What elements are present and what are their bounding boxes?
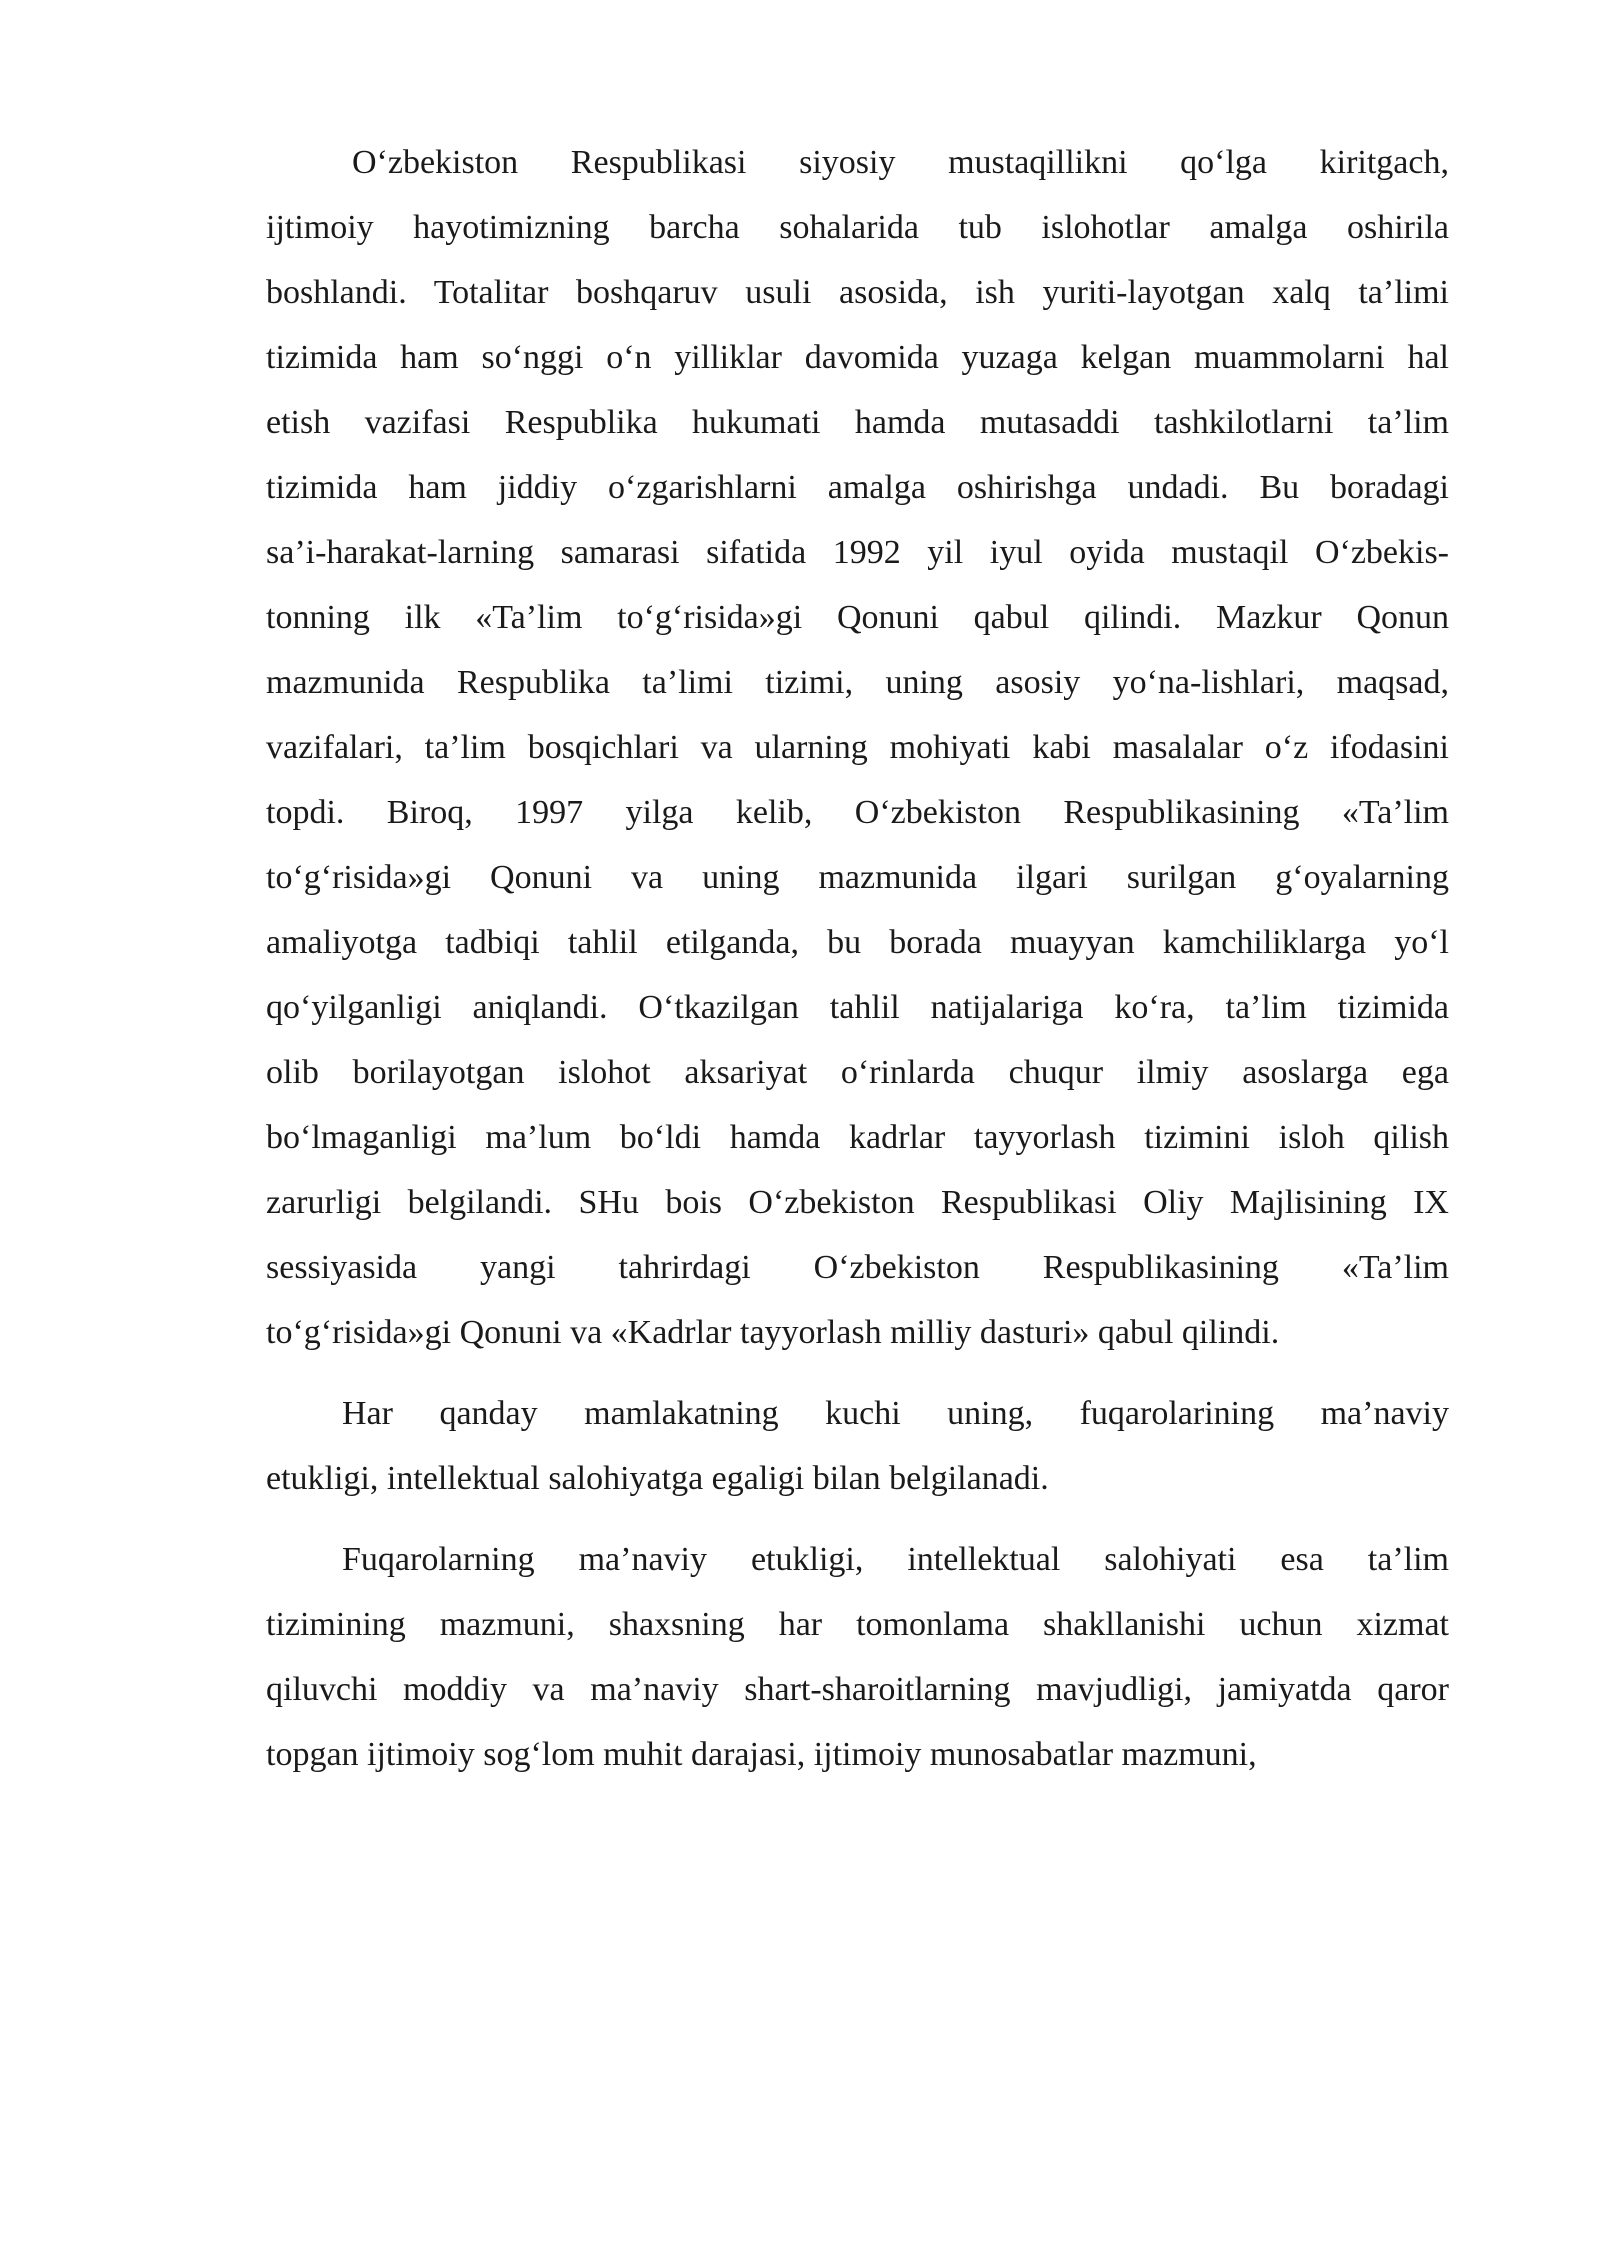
text-line: to‘g‘risida»gi Qonuni va uning mazmunida ilgari surilgan g‘oyalarning (266, 859, 1449, 896)
text-line: zarurligi belgilandi. SHu bois O‘zbekiston Respublikasi Oliy Majlisining IX (266, 1184, 1449, 1221)
text-line: tonning ilk «Ta’lim to‘g‘risida»gi Qonuni qabul qilindi. Mazkur Qonun (266, 599, 1449, 636)
text-line: mazmunida Respublika ta’limi tizimi, uning asosiy yo‘na-lishlari, maqsad, (266, 664, 1449, 701)
text-line: to‘g‘risida»gi Qonuni va «Kadrlar tayyorlash milliy dasturi» qabul qilindi. (266, 1314, 1280, 1351)
text-line: boshlandi. Totalitar boshqaruv usuli asosida, ish yuriti-layotgan xalq ta’limi (266, 274, 1449, 311)
paragraph-3 (266, 1527, 1449, 1787)
text-line: amaliyotga tadbiqi tahlil etilganda, bu borada muayyan kamchiliklarga yo‘l (266, 924, 1449, 961)
text-line: etukligi, intellektual salohiyatga egaligi bilan belgilanadi. (266, 1460, 1049, 1497)
text-line: Fuqarolarning ma’naviy etukligi, intellektual salohiyati esa ta’lim (342, 1541, 1449, 1578)
text-line: topdi. Biroq, 1997 yilga kelib, O‘zbekiston Respublikasining «Ta’lim (266, 794, 1449, 831)
text-line: qiluvchi moddiy va ma’naviy shart-sharoitlarning mavjudligi, jamiyatda qaror (266, 1671, 1449, 1708)
text-line: tizimida ham so‘nggi o‘n yilliklar davomida yuzaga kelgan muammolarni hal (266, 339, 1449, 376)
text-line: etish vazifasi Respublika hukumati hamda mutasaddi tashkilotlarni ta’lim (266, 404, 1449, 441)
text-line: sa’i-harakat-larning samarasi sifatida 1992 yil iyul oyida mustaqil O‘zbekis- (266, 534, 1449, 571)
text-line: tizimida ham jiddiy o‘zgarishlarni amalga oshirishga undadi. Bu boradagi (266, 469, 1449, 506)
text-line: O‘zbekiston Respublikasi siyosiy mustaqillikni qo‘lga kiritgach, (352, 144, 1449, 181)
text-line: qo‘yilganligi aniqlandi. O‘tkazilgan tahlil natijalariga ko‘ra, ta’lim tizimida (266, 989, 1449, 1026)
text-line: ijtimoiy hayotimizning barcha sohalarida tub islohotlar amalga oshirila (266, 209, 1449, 246)
text-line: bo‘lmaganligi ma’lum bo‘ldi hamda kadrlar tayyorlash tizimini isloh qilish (266, 1119, 1449, 1156)
paragraph-2 (266, 1381, 1449, 1511)
text-line: olib borilayotgan islohot aksariyat o‘rinlarda chuqur ilmiy asoslarga ega (266, 1054, 1449, 1091)
paragraph-1 (266, 130, 1449, 1365)
text-line: Har qanday mamlakatning kuchi uning, fuqarolarining ma’naviy (342, 1395, 1449, 1432)
text-line: vazifalari, ta’lim bosqichlari va ularning mohiyati kabi masalalar o‘z ifodasini (266, 729, 1449, 766)
text-line: topgan ijtimoiy sog‘lom muhit darajasi, ijtimoiy munosabatlar mazmuni, (266, 1736, 1257, 1773)
text-line: tizimining mazmuni, shaxsning har tomonlama shakllanishi uchun xizmat (266, 1606, 1449, 1643)
text-line: sessiyasida yangi tahrirdagi O‘zbekiston Respublikasining «Ta’lim (266, 1249, 1449, 1286)
body-text (266, 130, 1449, 1787)
